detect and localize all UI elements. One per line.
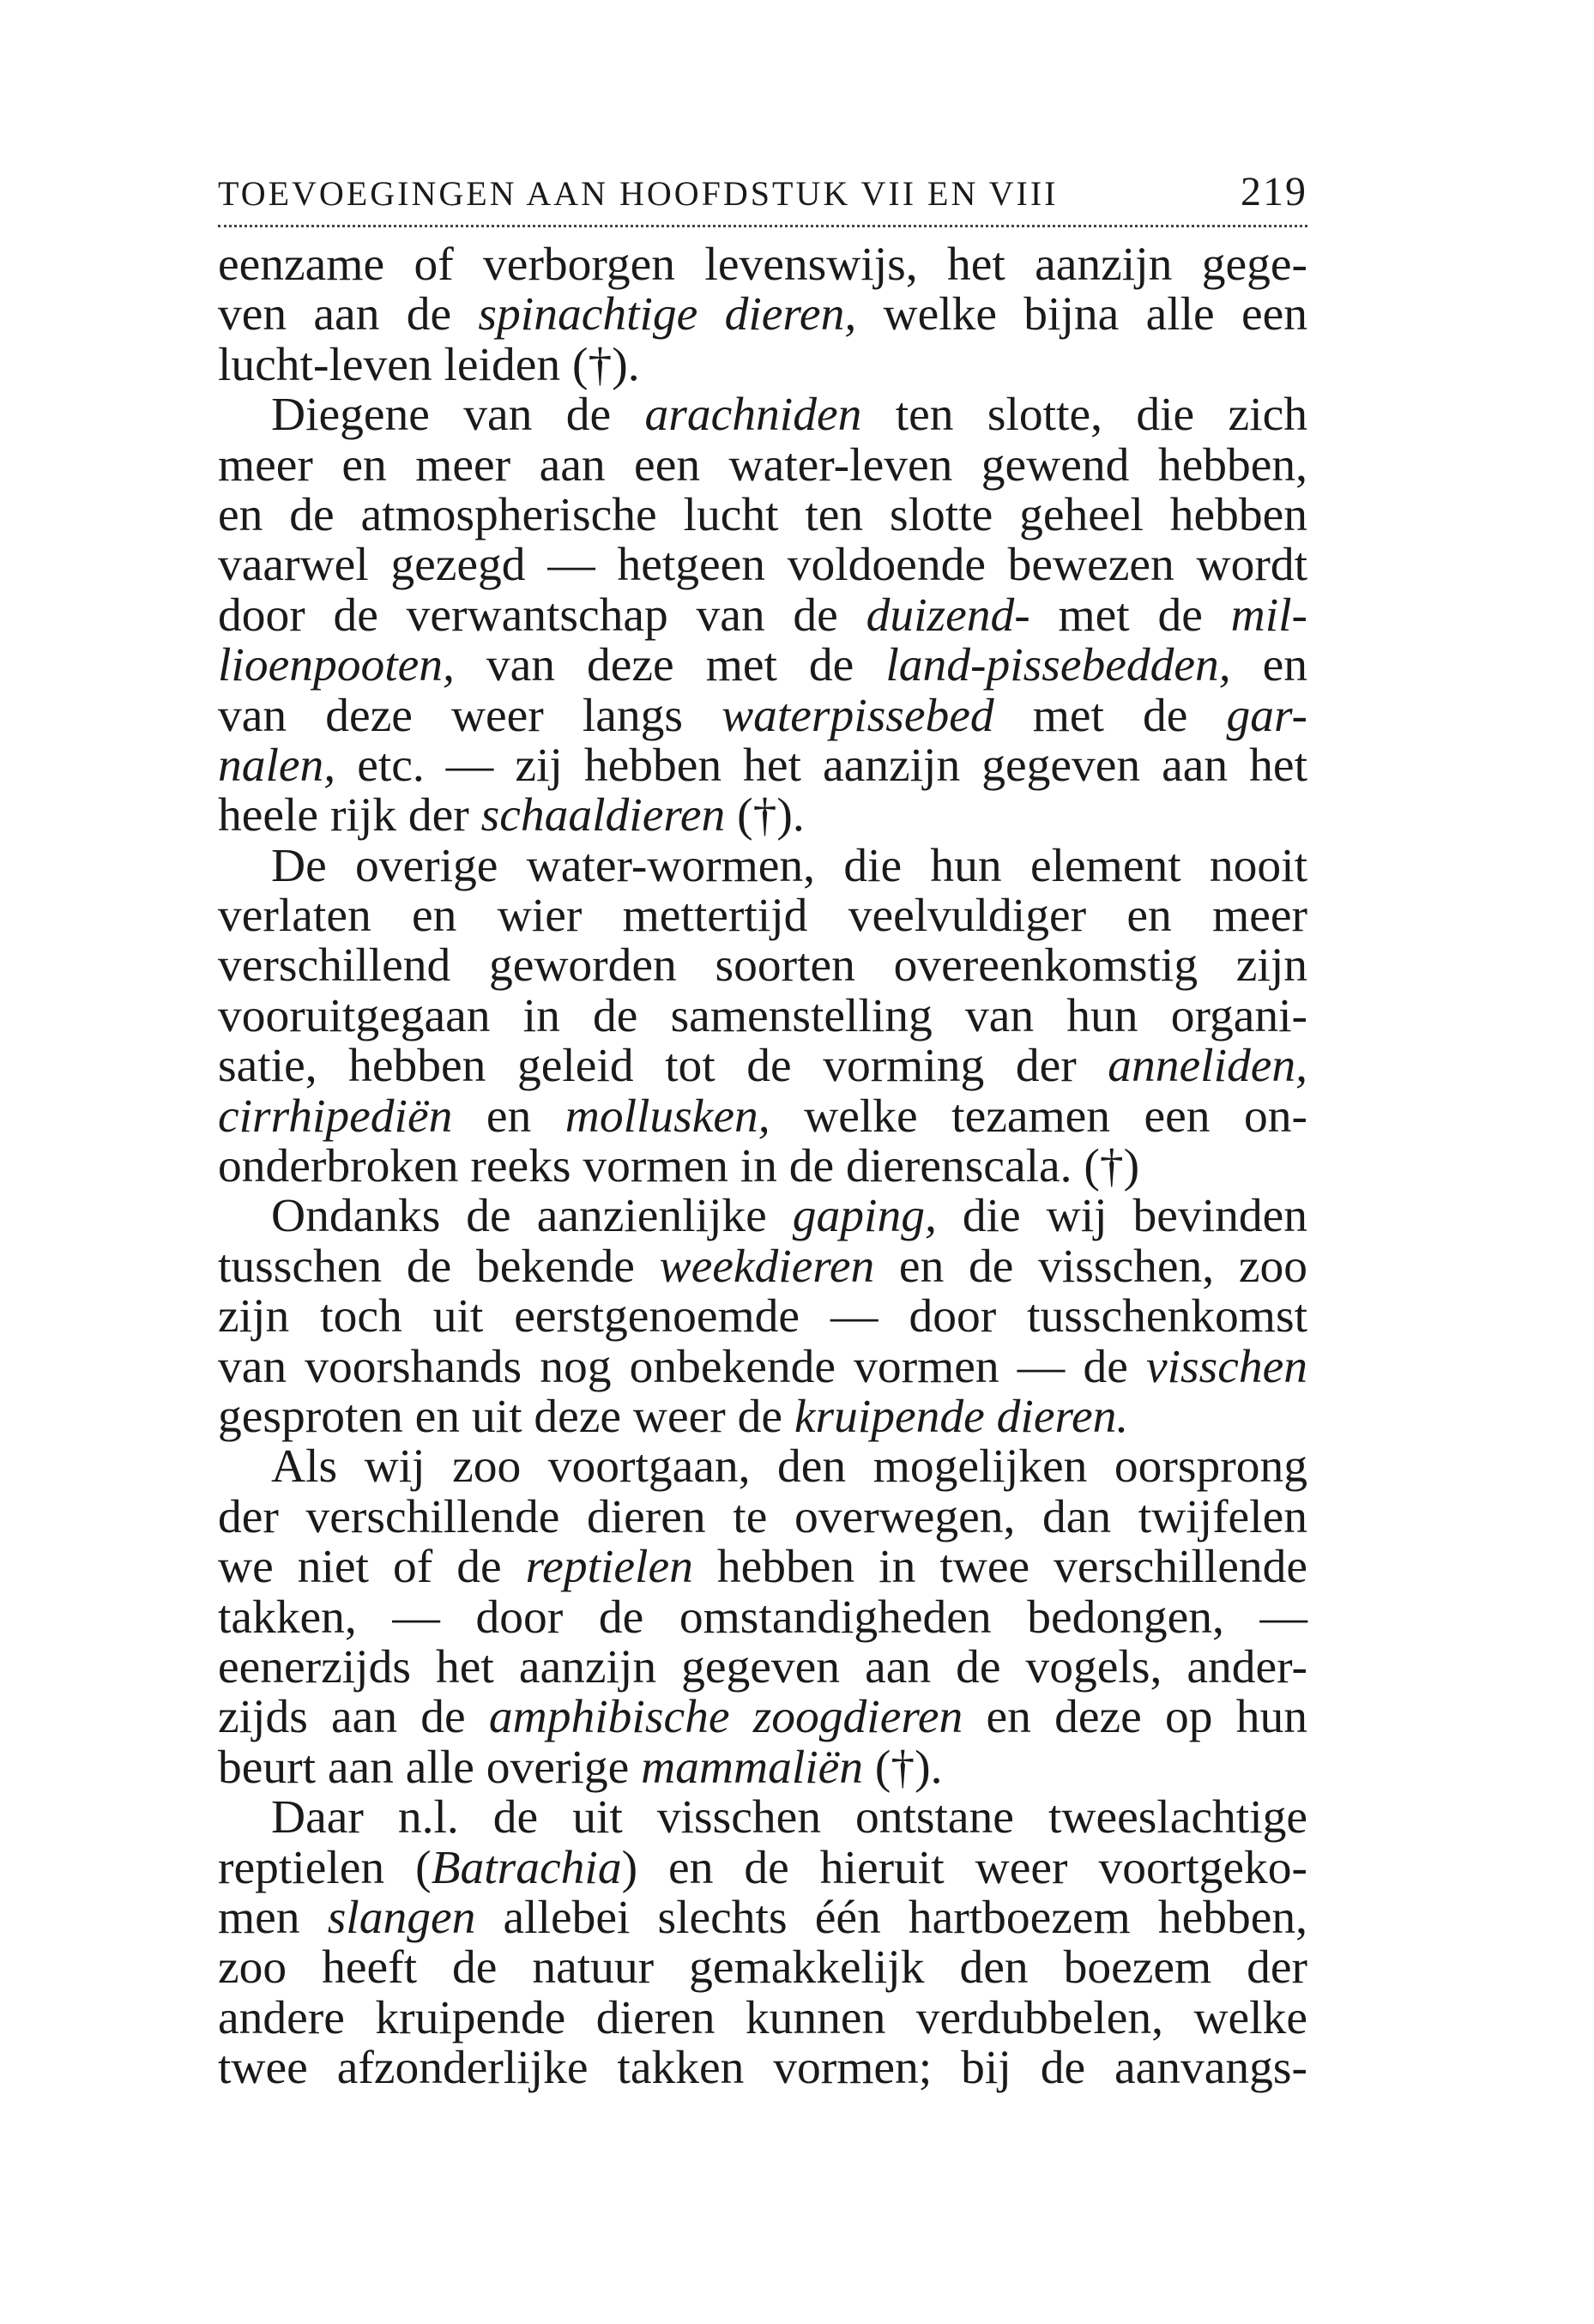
running-header bbox=[218, 168, 1307, 220]
running-title: TOEVOEGINGEN AAN HOOFDSTUK VII EN VIII bbox=[218, 174, 1059, 213]
text-run: gesproten en uit deze weer de bbox=[218, 1390, 794, 1443]
text-run: allebei slechts één hartboezem hebben, bbox=[475, 1891, 1307, 1944]
text-run: twee afzonderlijke takken vormen; bij de aanvangs- bbox=[218, 2042, 1307, 2095]
text-run: onderbroken reeks vormen in de dierenscala. (†) bbox=[218, 1140, 1140, 1193]
text-line bbox=[218, 1593, 1307, 1643]
text-line bbox=[218, 1340, 1307, 1393]
italic-term: gar- bbox=[1226, 689, 1308, 742]
text-run: der verschillende dieren te overwegen, dan twijfelen bbox=[218, 1490, 1307, 1543]
text-line bbox=[218, 290, 1307, 340]
text-line bbox=[218, 839, 1307, 892]
text-line bbox=[218, 390, 1307, 440]
text-run: welke tezamen een on- bbox=[770, 1090, 1308, 1143]
text-line bbox=[218, 1242, 1307, 1292]
italic-term: spinachtige dieren, bbox=[478, 288, 857, 341]
text-run: Ondanks de aanzienlijke bbox=[271, 1190, 793, 1243]
text-line bbox=[218, 1943, 1307, 1993]
text-line bbox=[218, 1192, 1307, 1241]
text-run: ven aan de bbox=[218, 288, 479, 341]
text-line bbox=[218, 338, 1307, 391]
text-run: van deze weer langs bbox=[218, 689, 722, 742]
text-run: die wij bevinden bbox=[936, 1190, 1307, 1243]
italic-term: mammaliën bbox=[641, 1741, 864, 1794]
text-run: heele rijk der bbox=[218, 789, 481, 842]
text-line bbox=[218, 1793, 1307, 1843]
italic-term: Batrachia bbox=[431, 1841, 622, 1894]
header-dotted-rule bbox=[218, 225, 1307, 227]
text-line bbox=[218, 1542, 1307, 1592]
text-run: en deze op hun bbox=[963, 1691, 1307, 1744]
text-run: we niet of de bbox=[218, 1541, 526, 1594]
text-run: verschillend geworden soorten overeenkomstig zijn bbox=[218, 939, 1307, 993]
text-run: en bbox=[1230, 639, 1307, 692]
text-run: ten slotte, die zich bbox=[861, 389, 1307, 442]
text-line bbox=[218, 438, 1307, 492]
text-run: lucht-leven leiden (†). bbox=[218, 338, 640, 391]
text-run: andere kruipende dieren kunnen verdubbelen, welke bbox=[218, 1991, 1307, 2044]
text-run: zijn toch uit eerstgenoemde — door tusschenkomst bbox=[218, 1290, 1307, 1343]
text-line bbox=[218, 641, 1307, 691]
text-run: en bbox=[452, 1090, 565, 1143]
italic-term: land-pissebedden, bbox=[885, 639, 1231, 692]
text-run: De overige water-wormen, die hun element nooit bbox=[271, 839, 1307, 892]
text-line bbox=[218, 1841, 1307, 1894]
italic-term: cirrhipediën bbox=[218, 1090, 453, 1143]
text-line bbox=[218, 1392, 1307, 1442]
text-line bbox=[218, 1142, 1307, 1192]
text-line bbox=[218, 1893, 1307, 1943]
text-run: zijds aan de bbox=[218, 1691, 489, 1744]
text-run: men bbox=[218, 1891, 328, 1944]
text-line bbox=[218, 1991, 1307, 2044]
text-run: van voorshands nog onbekende vormen — de bbox=[218, 1340, 1146, 1393]
italic-term: anneliden, bbox=[1108, 1040, 1307, 1093]
text-line bbox=[218, 1693, 1307, 1742]
text-line bbox=[218, 540, 1307, 590]
text-run: met de bbox=[1029, 589, 1231, 642]
text-line bbox=[218, 691, 1307, 741]
text-line bbox=[218, 791, 1307, 841]
text-line bbox=[218, 1743, 1307, 1793]
body-text bbox=[218, 240, 1307, 2093]
text-line bbox=[218, 591, 1307, 641]
text-run: beurt aan alle overige bbox=[218, 1741, 642, 1794]
text-run: van deze met de bbox=[454, 639, 886, 692]
text-run: eenzame of verborgen levenswijs, het aanzijn gege- bbox=[218, 238, 1307, 291]
text-line bbox=[218, 1640, 1307, 1693]
italic-term: nalen, bbox=[218, 739, 336, 792]
text-line bbox=[218, 1092, 1307, 1142]
text-run: vaarwel gezegd — hetgeen voldoende bewezen wordt bbox=[218, 539, 1307, 592]
text-run: ) en de hieruit weer voortgeko- bbox=[621, 1841, 1307, 1894]
text-line bbox=[218, 989, 1307, 1042]
italic-term: arachniden bbox=[644, 389, 862, 442]
italic-term: kruipende dieren. bbox=[794, 1390, 1129, 1443]
text-run: Daar n.l. de uit visschen ontstane tweeslachtige bbox=[271, 1791, 1307, 1844]
text-run: tusschen de bekende bbox=[218, 1240, 660, 1293]
text-run: reptielen ( bbox=[218, 1841, 432, 1894]
italic-term: slangen bbox=[327, 1891, 476, 1944]
italic-term: gaping, bbox=[792, 1190, 937, 1243]
text-line bbox=[218, 1292, 1307, 1342]
text-line bbox=[218, 1442, 1307, 1492]
text-run: takken, — door de omstandigheden bedongen, — bbox=[218, 1591, 1307, 1644]
italic-term: mil- bbox=[1230, 589, 1308, 642]
italic-term: schaaldieren bbox=[480, 789, 726, 842]
text-line bbox=[218, 1041, 1307, 1091]
italic-term: waterpissebed bbox=[722, 689, 994, 742]
text-run: zoo heeft de natuur gemakkelijk den boezem der bbox=[218, 1941, 1307, 1995]
italic-term: reptielen bbox=[525, 1541, 693, 1594]
text-line bbox=[218, 1490, 1307, 1543]
text-line bbox=[218, 941, 1307, 991]
text-run: (†). bbox=[863, 1741, 943, 1794]
text-line bbox=[218, 488, 1307, 541]
text-run: welke bijna alle een bbox=[856, 288, 1307, 341]
text-run: vooruitgegaan in de samenstelling van hun organi- bbox=[218, 989, 1307, 1042]
text-line bbox=[218, 240, 1307, 290]
text-run: hebben in twee verschillende bbox=[692, 1541, 1307, 1594]
text-run: Diegene van de bbox=[271, 389, 645, 442]
text-line bbox=[218, 891, 1307, 941]
text-run: (†). bbox=[725, 789, 805, 842]
text-run: en de visschen, zoo bbox=[874, 1240, 1307, 1293]
text-run: etc. — zij hebben het aanzijn gegeven aan het bbox=[335, 739, 1307, 792]
text-run: satie, hebben geleid tot de vorming der bbox=[218, 1040, 1108, 1093]
text-run: eenerzijds het aanzijn gegeven aan de vogels, ander- bbox=[218, 1640, 1307, 1693]
italic-term: duizend- bbox=[866, 589, 1030, 642]
text-line bbox=[218, 2043, 1307, 2093]
text-run: verlaten en wier mettertijd veelvuldiger en meer bbox=[218, 890, 1307, 943]
text-line bbox=[218, 741, 1307, 791]
text-run: en de atmospherische lucht ten slotte geheel hebben bbox=[218, 488, 1307, 541]
italic-term: mollusken, bbox=[565, 1090, 770, 1143]
italic-term: weekdieren bbox=[659, 1240, 875, 1293]
text-run: meer en meer aan een water-leven gewend hebben, bbox=[218, 438, 1307, 492]
italic-term: lioenpooten, bbox=[218, 639, 455, 692]
italic-term: amphibische zoogdieren bbox=[488, 1691, 963, 1744]
text-run: door de verwantschap van de bbox=[218, 589, 866, 642]
text-run: met de bbox=[993, 689, 1227, 742]
text-run: Als wij zoo voortgaan, den mogelijken oorsprong bbox=[271, 1440, 1307, 1494]
page-number: 219 bbox=[1241, 169, 1307, 214]
italic-term: visschen bbox=[1145, 1340, 1307, 1393]
